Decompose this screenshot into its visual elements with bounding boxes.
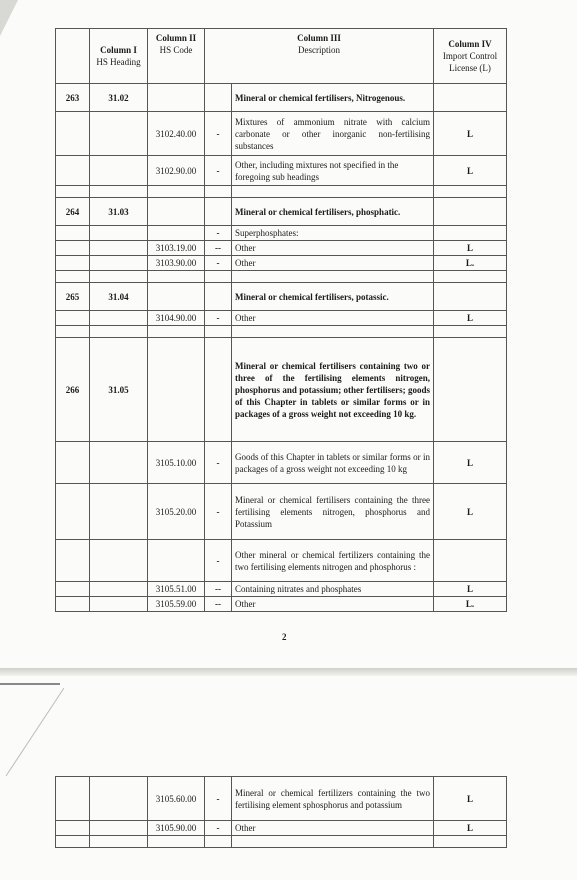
license-mark: L. [434,597,507,612]
dash-marker: - [205,821,232,836]
dash-marker: -- [205,582,232,597]
hs-code: 3105.59.00 [148,597,205,612]
table-row [56,84,507,112]
table-row [56,226,507,241]
description: Other [232,241,434,256]
dash-marker: - [205,484,232,540]
table-row [56,582,507,597]
entry-number: 266 [56,338,90,442]
table-row [56,112,507,156]
description: Mixtures of ammonium nitrate with calcium carbonate or other inorganic non-fertilising substances [232,112,434,156]
license-mark: L [434,241,507,256]
header-col1-title: Column I [100,45,137,55]
header-col2 [148,29,205,84]
dash-marker: - [205,226,232,241]
hs-code: 3102.40.00 [148,112,205,156]
hs-code: 3103.19.00 [148,241,205,256]
description: Mineral or chemical fertilisers containing two or three of the fertilising elements nitrogen, phosphorus and potassium; other fertilisers; goods of this Chapter in tablets or similar forms or in packages of a gross weight not exceeding 10 kg. [232,338,434,442]
header-col4 [434,29,507,84]
spacer-row [56,186,507,198]
license-mark: L [434,442,507,484]
table-row [56,484,507,540]
hs-code: 3102.90.00 [148,156,205,186]
table-row [56,283,507,311]
table-header-row [56,29,507,84]
hs-code: 3105.51.00 [148,582,205,597]
page-separator [0,668,577,676]
license-mark: L [434,777,507,821]
header-col2-sub: HS Code [159,45,193,55]
dash-marker: - [205,540,232,582]
description: Containing nitrates and phosphates [232,582,434,597]
dash-marker: - [205,156,232,186]
dash-marker: - [205,112,232,156]
table-row [56,540,507,582]
header-col3-title: Column III [297,33,341,43]
description: Mineral or chemical fertilisers, Nitrogenous. [232,84,434,112]
table-row [56,198,507,226]
table-row [56,156,507,186]
license-mark: L [434,484,507,540]
spacer-row [56,326,507,338]
entry-number: 263 [56,84,90,112]
table-row [56,442,507,484]
hs-code: 3104.90.00 [148,311,205,326]
description: Other [232,311,434,326]
spacer-row [56,836,507,848]
header-col1 [90,29,148,84]
hs-code: 3105.20.00 [148,484,205,540]
dash-marker: - [205,442,232,484]
table-row [56,777,507,821]
entry-number: 265 [56,283,90,311]
license-mark: L [434,821,507,836]
description: Other mineral or chemical fertilizers containing the two fertilising elements nitrogen and phosphorus : [232,540,434,582]
description: Other [232,821,434,836]
hs-code: 3105.10.00 [148,442,205,484]
header-col2-title: Column II [155,33,197,43]
description: Superphosphates: [232,226,434,241]
dash-marker: - [205,311,232,326]
hs-code-table-continued [55,776,507,848]
license-mark: L [434,311,507,326]
dash-marker: -- [205,597,232,612]
spacer-row [56,271,507,283]
header-col3 [205,29,434,84]
table-row [56,256,507,271]
hs-heading: 31.04 [90,283,148,311]
table-row [56,338,507,442]
table-row [56,241,507,256]
table-row [56,597,507,612]
hs-code: 3105.90.00 [148,821,205,836]
hs-heading: 31.05 [90,338,148,442]
header-col4-sub: Import Control License (L) [442,51,498,73]
dash-marker: - [205,256,232,271]
license-mark: L [434,582,507,597]
description: Mineral or chemical fertilisers containing the three fertilising elements nitrogen, phosphorus and Potassium [232,484,434,540]
license-mark: L. [434,256,507,271]
description: Other [232,256,434,271]
dash-marker: - [205,777,232,821]
description: Other, including mixtures not specified in the foregoing sub headings [232,156,434,186]
page-corner-shadow [0,0,30,40]
description: Goods of this Chapter in tablets or similar forms or in packages of a gross weight not exceeding 10 kg [232,442,434,484]
page-edge-shadow [0,680,64,780]
dash-marker: -- [205,241,232,256]
description: Mineral or chemical fertilizers containing the two fertilising element sphosphorus and potassium [232,777,434,821]
license-mark: L [434,156,507,186]
table-row [56,821,507,836]
description: Mineral or chemical fertilisers, potassic. [232,283,434,311]
header-col3-sub: Description [298,45,340,55]
hs-code: 3105.60.00 [148,777,205,821]
description: Mineral or chemical fertilisers, phosphatic. [232,198,434,226]
hs-heading: 31.03 [90,198,148,226]
hs-code-table [55,28,507,612]
hs-code: 3103.90.00 [148,256,205,271]
table-row [56,311,507,326]
entry-number: 264 [56,198,90,226]
header-col4-title: Column IV [448,39,492,49]
description: Other [232,597,434,612]
header-col1-sub: HS Heading [96,57,141,67]
license-mark: L [434,112,507,156]
hs-heading: 31.02 [90,84,148,112]
header-blank-cell [56,29,90,84]
page-number: 2 [282,632,287,642]
